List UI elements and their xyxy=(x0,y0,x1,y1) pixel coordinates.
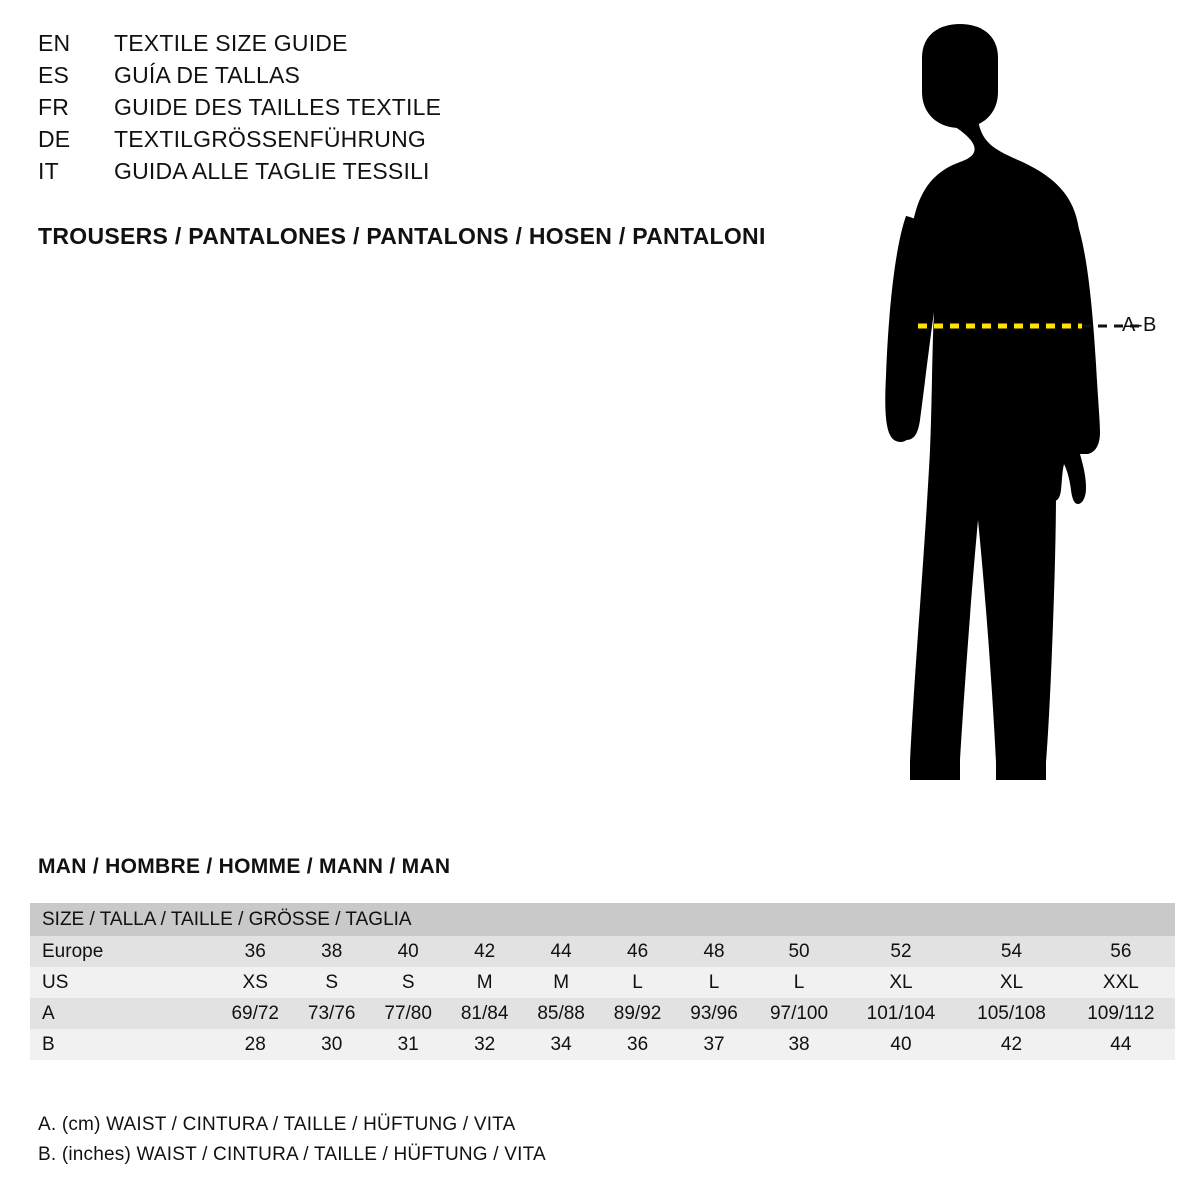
cell-a-3: 81/84 xyxy=(446,998,522,1029)
cell-us-10: XXL xyxy=(1067,967,1175,998)
row-label-a: A xyxy=(30,998,217,1029)
male-silhouette-icon xyxy=(810,20,1190,810)
cell-b-7: 38 xyxy=(752,1029,845,1060)
cell-europe-0: 36 xyxy=(217,936,293,967)
row-label-europe: Europe xyxy=(30,936,217,967)
cell-europe-2: 40 xyxy=(370,936,446,967)
language-row-it xyxy=(38,158,798,190)
cell-us-0: XS xyxy=(217,967,293,998)
language-code-en: EN xyxy=(38,30,71,56)
cell-europe-3: 42 xyxy=(446,936,522,967)
cell-b-3: 32 xyxy=(446,1029,522,1060)
table-row xyxy=(30,967,1175,998)
table-row xyxy=(30,1029,1175,1060)
cell-us-5: L xyxy=(599,967,675,998)
language-row-es xyxy=(38,62,798,94)
cell-europe-8: 52 xyxy=(846,936,956,967)
language-code-de: DE xyxy=(38,126,71,152)
silhouette-figure xyxy=(810,20,1190,810)
cell-a-7: 97/100 xyxy=(752,998,845,1029)
cell-europe-6: 48 xyxy=(676,936,752,967)
language-text-it: GUIDA ALLE TAGLIE TESSILI xyxy=(114,158,430,184)
cell-b-9: 42 xyxy=(956,1029,1066,1060)
table-section-title: MAN / HOMBRE / HOMME / MANN / MAN xyxy=(38,855,451,878)
cell-b-0: 28 xyxy=(217,1029,293,1060)
cell-a-2: 77/80 xyxy=(370,998,446,1029)
language-title-block xyxy=(38,30,798,190)
cell-us-4: M xyxy=(523,967,599,998)
cell-europe-4: 44 xyxy=(523,936,599,967)
size-table xyxy=(30,903,1175,1060)
cell-us-1: S xyxy=(293,967,369,998)
cell-europe-9: 54 xyxy=(956,936,1066,967)
language-row-fr xyxy=(38,94,798,126)
language-row-en xyxy=(38,30,798,62)
cell-b-5: 36 xyxy=(599,1029,675,1060)
cell-b-4: 34 xyxy=(523,1029,599,1060)
cell-a-8: 101/104 xyxy=(846,998,956,1029)
cell-europe-5: 46 xyxy=(599,936,675,967)
cell-us-3: M xyxy=(446,967,522,998)
cell-us-8: XL xyxy=(846,967,956,998)
footnote-a: A. (cm) WAIST / CINTURA / TAILLE / HÜFTUNG / VITA xyxy=(38,1114,516,1135)
cell-us-6: L xyxy=(676,967,752,998)
cell-a-1: 73/76 xyxy=(293,998,369,1029)
cell-b-2: 31 xyxy=(370,1029,446,1060)
cell-europe-10: 56 xyxy=(1067,936,1175,967)
cell-a-6: 93/96 xyxy=(676,998,752,1029)
cell-a-0: 69/72 xyxy=(217,998,293,1029)
table-row xyxy=(30,998,1175,1029)
table-header-label: SIZE / TALLA / TAILLE / GRÖSSE / TAGLIA xyxy=(30,903,1175,936)
cell-a-10: 109/112 xyxy=(1067,998,1175,1029)
cell-europe-1: 38 xyxy=(293,936,369,967)
cell-b-8: 40 xyxy=(846,1029,956,1060)
cell-us-2: S xyxy=(370,967,446,998)
language-code-fr: FR xyxy=(38,94,70,120)
cell-b-6: 37 xyxy=(676,1029,752,1060)
cell-us-9: XL xyxy=(956,967,1066,998)
footnote-b: B. (inches) WAIST / CINTURA / TAILLE / HÜFTUNG / VITA xyxy=(38,1144,546,1165)
cell-europe-7: 50 xyxy=(752,936,845,967)
row-label-us: US xyxy=(30,967,217,998)
language-code-es: ES xyxy=(38,62,70,88)
language-text-de: TEXTILGRÖSSENFÜHRUNG xyxy=(114,126,426,152)
cell-a-4: 85/88 xyxy=(523,998,599,1029)
footnotes xyxy=(38,1110,546,1170)
row-label-b: B xyxy=(30,1029,217,1060)
cell-b-10: 44 xyxy=(1067,1029,1175,1060)
cell-a-9: 105/108 xyxy=(956,998,1066,1029)
language-text-es: GUÍA DE TALLAS xyxy=(114,62,301,88)
cell-a-5: 89/92 xyxy=(599,998,675,1029)
language-row-de xyxy=(38,126,798,158)
cell-b-1: 30 xyxy=(293,1029,369,1060)
size-table-wrapper xyxy=(30,903,1175,1060)
language-code-it: IT xyxy=(38,158,59,184)
garment-type-title: TROUSERS / PANTALONES / PANTALONS / HOSEN / PANTALONI xyxy=(38,223,766,249)
table-header-row xyxy=(30,903,1175,936)
measure-label-ab: A-B xyxy=(1122,314,1157,336)
table-row xyxy=(30,936,1175,967)
language-text-fr: GUIDE DES TAILLES TEXTILE xyxy=(114,94,442,120)
cell-us-7: L xyxy=(752,967,845,998)
language-text-en: TEXTILE SIZE GUIDE xyxy=(114,30,348,56)
